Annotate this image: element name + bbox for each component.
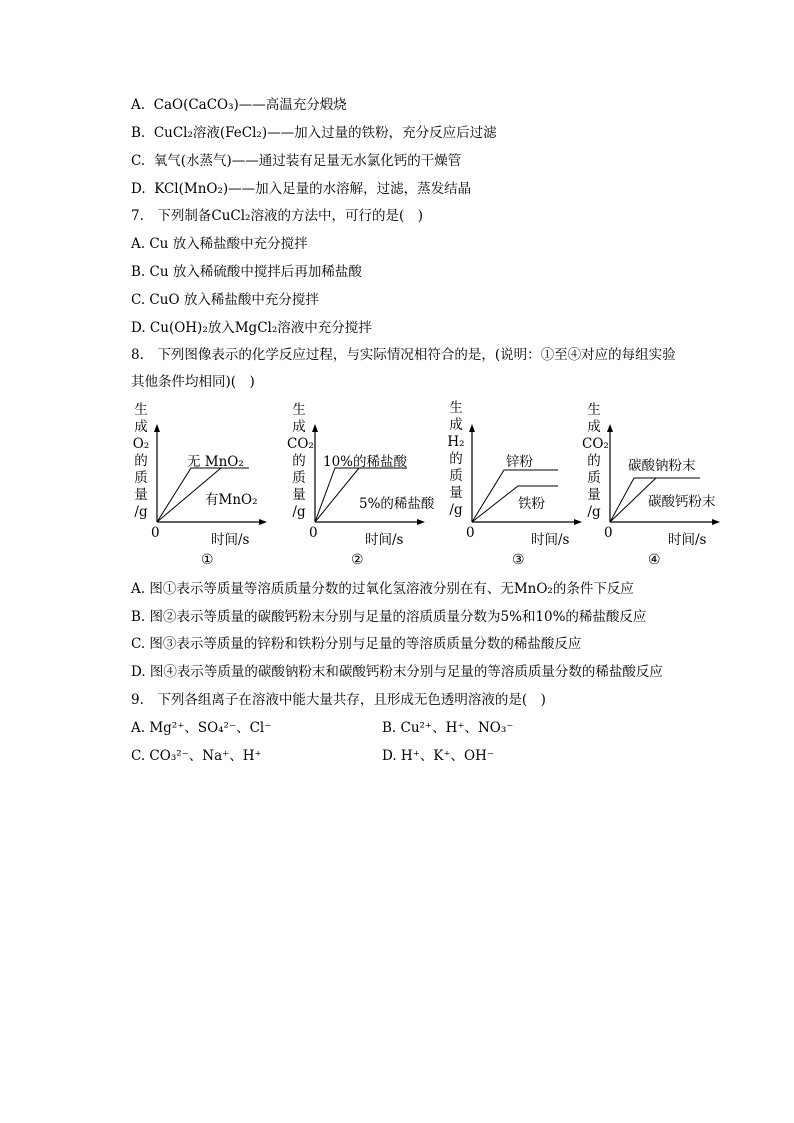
q9-option-c: C. CO₃²⁻、Na⁺、H⁺ [131, 748, 262, 764]
q8-option-a: A. 图①表示等质量等溶质质量分数的过氧化氢溶液分别在有、无MnO₂的条件下反应 [131, 581, 634, 597]
q8-stem-line1: 8. 下列图像表示的化学反应过程，与实际情况相符合的是，(说明：①至④对应的每组实验 [131, 347, 676, 363]
q7-option-c: C. CuO 放入稀盐酸中充分搅拌 [131, 292, 319, 308]
graph-1 [129, 400, 299, 575]
q6-option-c: C. 氧气(水蒸气)——通过装有足量无水氯化钙的干燥管 [131, 153, 462, 169]
graph-4-ylabel: 生 成 CO₂ 的 质 量 /g [582, 402, 609, 520]
q8-option-b: B. 图②表示等质量的碳酸钙粉末分别与足量的溶质质量分数为5%和10%的稀盐酸反应 [131, 609, 647, 625]
graph-3-number: ③ [512, 552, 525, 568]
graph-4 [582, 400, 752, 575]
q9-option-b: B. Cu²⁺、H⁺、NO₃⁻ [382, 720, 514, 736]
graph-3-lower-label: 铁粉 [518, 496, 545, 512]
q8-option-c: C. 图③表示等质量的锌粉和铁粉分别与足量的等溶质质量分数的稀盐酸反应 [131, 636, 582, 652]
q9-option-d: D. H⁺、K⁺、OH⁻ [382, 748, 495, 764]
q8-stem-line2: 其他条件均相同)( ) [131, 374, 255, 390]
graph-4-xlabel: 时间/s [668, 532, 707, 548]
graph-4-origin: 0 [604, 525, 613, 541]
graph-3-lower-curve [472, 486, 558, 522]
graph-2-xlabel: 时间/s [365, 532, 404, 548]
q6-option-a: A. CaO(CaCO₃)——高温充分煅烧 [131, 97, 347, 113]
q6-option-b: B. CuCl₂溶液(FeCl₂)——加入过量的铁粉，充分反应后过滤 [131, 125, 497, 141]
graph-2-plot [287, 400, 457, 540]
graph-2-ylabel: 生 成 CO₂ 的 质 量 /g [287, 402, 314, 520]
graph-3-origin: 0 [466, 525, 475, 541]
q6-option-d: D. KCl(MnO₂)——加入足量的水溶解，过滤，蒸发结晶 [131, 181, 472, 197]
graph-2-lower-label: 5%的稀盐酸 [359, 496, 435, 512]
q7-option-a: A. Cu 放入稀盐酸中充分搅拌 [131, 236, 308, 252]
graph-3-upper-label: 锌粉 [506, 454, 533, 470]
graph-2-origin: 0 [309, 525, 318, 541]
graph-1-origin: 0 [151, 525, 160, 541]
graph-2-lower-curve [315, 468, 359, 522]
graph-4-upper-label: 碳酸钠粉末 [628, 458, 696, 474]
graph-2 [287, 400, 457, 575]
graph-4-lower-label: 碳酸钙粉末 [648, 494, 716, 510]
graph-1-xlabel: 时间/s [211, 532, 250, 548]
graph-3-ylabel: 生 成 H₂ 的 质 量 /g [447, 400, 465, 518]
graph-1-number: ① [201, 552, 214, 568]
graph-2-upper-label: 10%的稀盐酸 [323, 454, 408, 470]
graph-4-number: ④ [648, 552, 661, 568]
q9-option-a: A. Mg²⁺、SO₄²⁻、Cl⁻ [131, 720, 272, 736]
q7-stem: 7. 下列制备CuCl₂溶液的方法中，可行的是( ) [131, 208, 423, 224]
q7-option-b: B. Cu 放入稀硫酸中搅拌后再加稀盐酸 [131, 264, 362, 280]
graph-1-lower-label: 有MnO₂ [205, 492, 258, 508]
q8-option-d: D. 图④表示等质量的碳酸钠粉末和碳酸钙粉末分别与足量的等溶质质量分数的稀盐酸反应 [131, 664, 663, 680]
graph-3-xlabel: 时间/s [531, 532, 570, 548]
graph-1-upper-label: 无 MnO₂ [187, 454, 244, 470]
graph-1-plot [129, 400, 299, 540]
q7-option-d: D. Cu(OH)₂放入MgCl₂溶液中充分搅拌 [131, 320, 372, 336]
q9-stem: 9. 下列各组离子在溶液中能大量共存，且形成无色透明溶液的是( ) [131, 692, 546, 708]
graph-3-upper-curve [472, 470, 558, 522]
graph-1-ylabel: 生 成 O₂ 的 质 量 /g [132, 402, 150, 520]
graph-2-number: ② [351, 552, 364, 568]
